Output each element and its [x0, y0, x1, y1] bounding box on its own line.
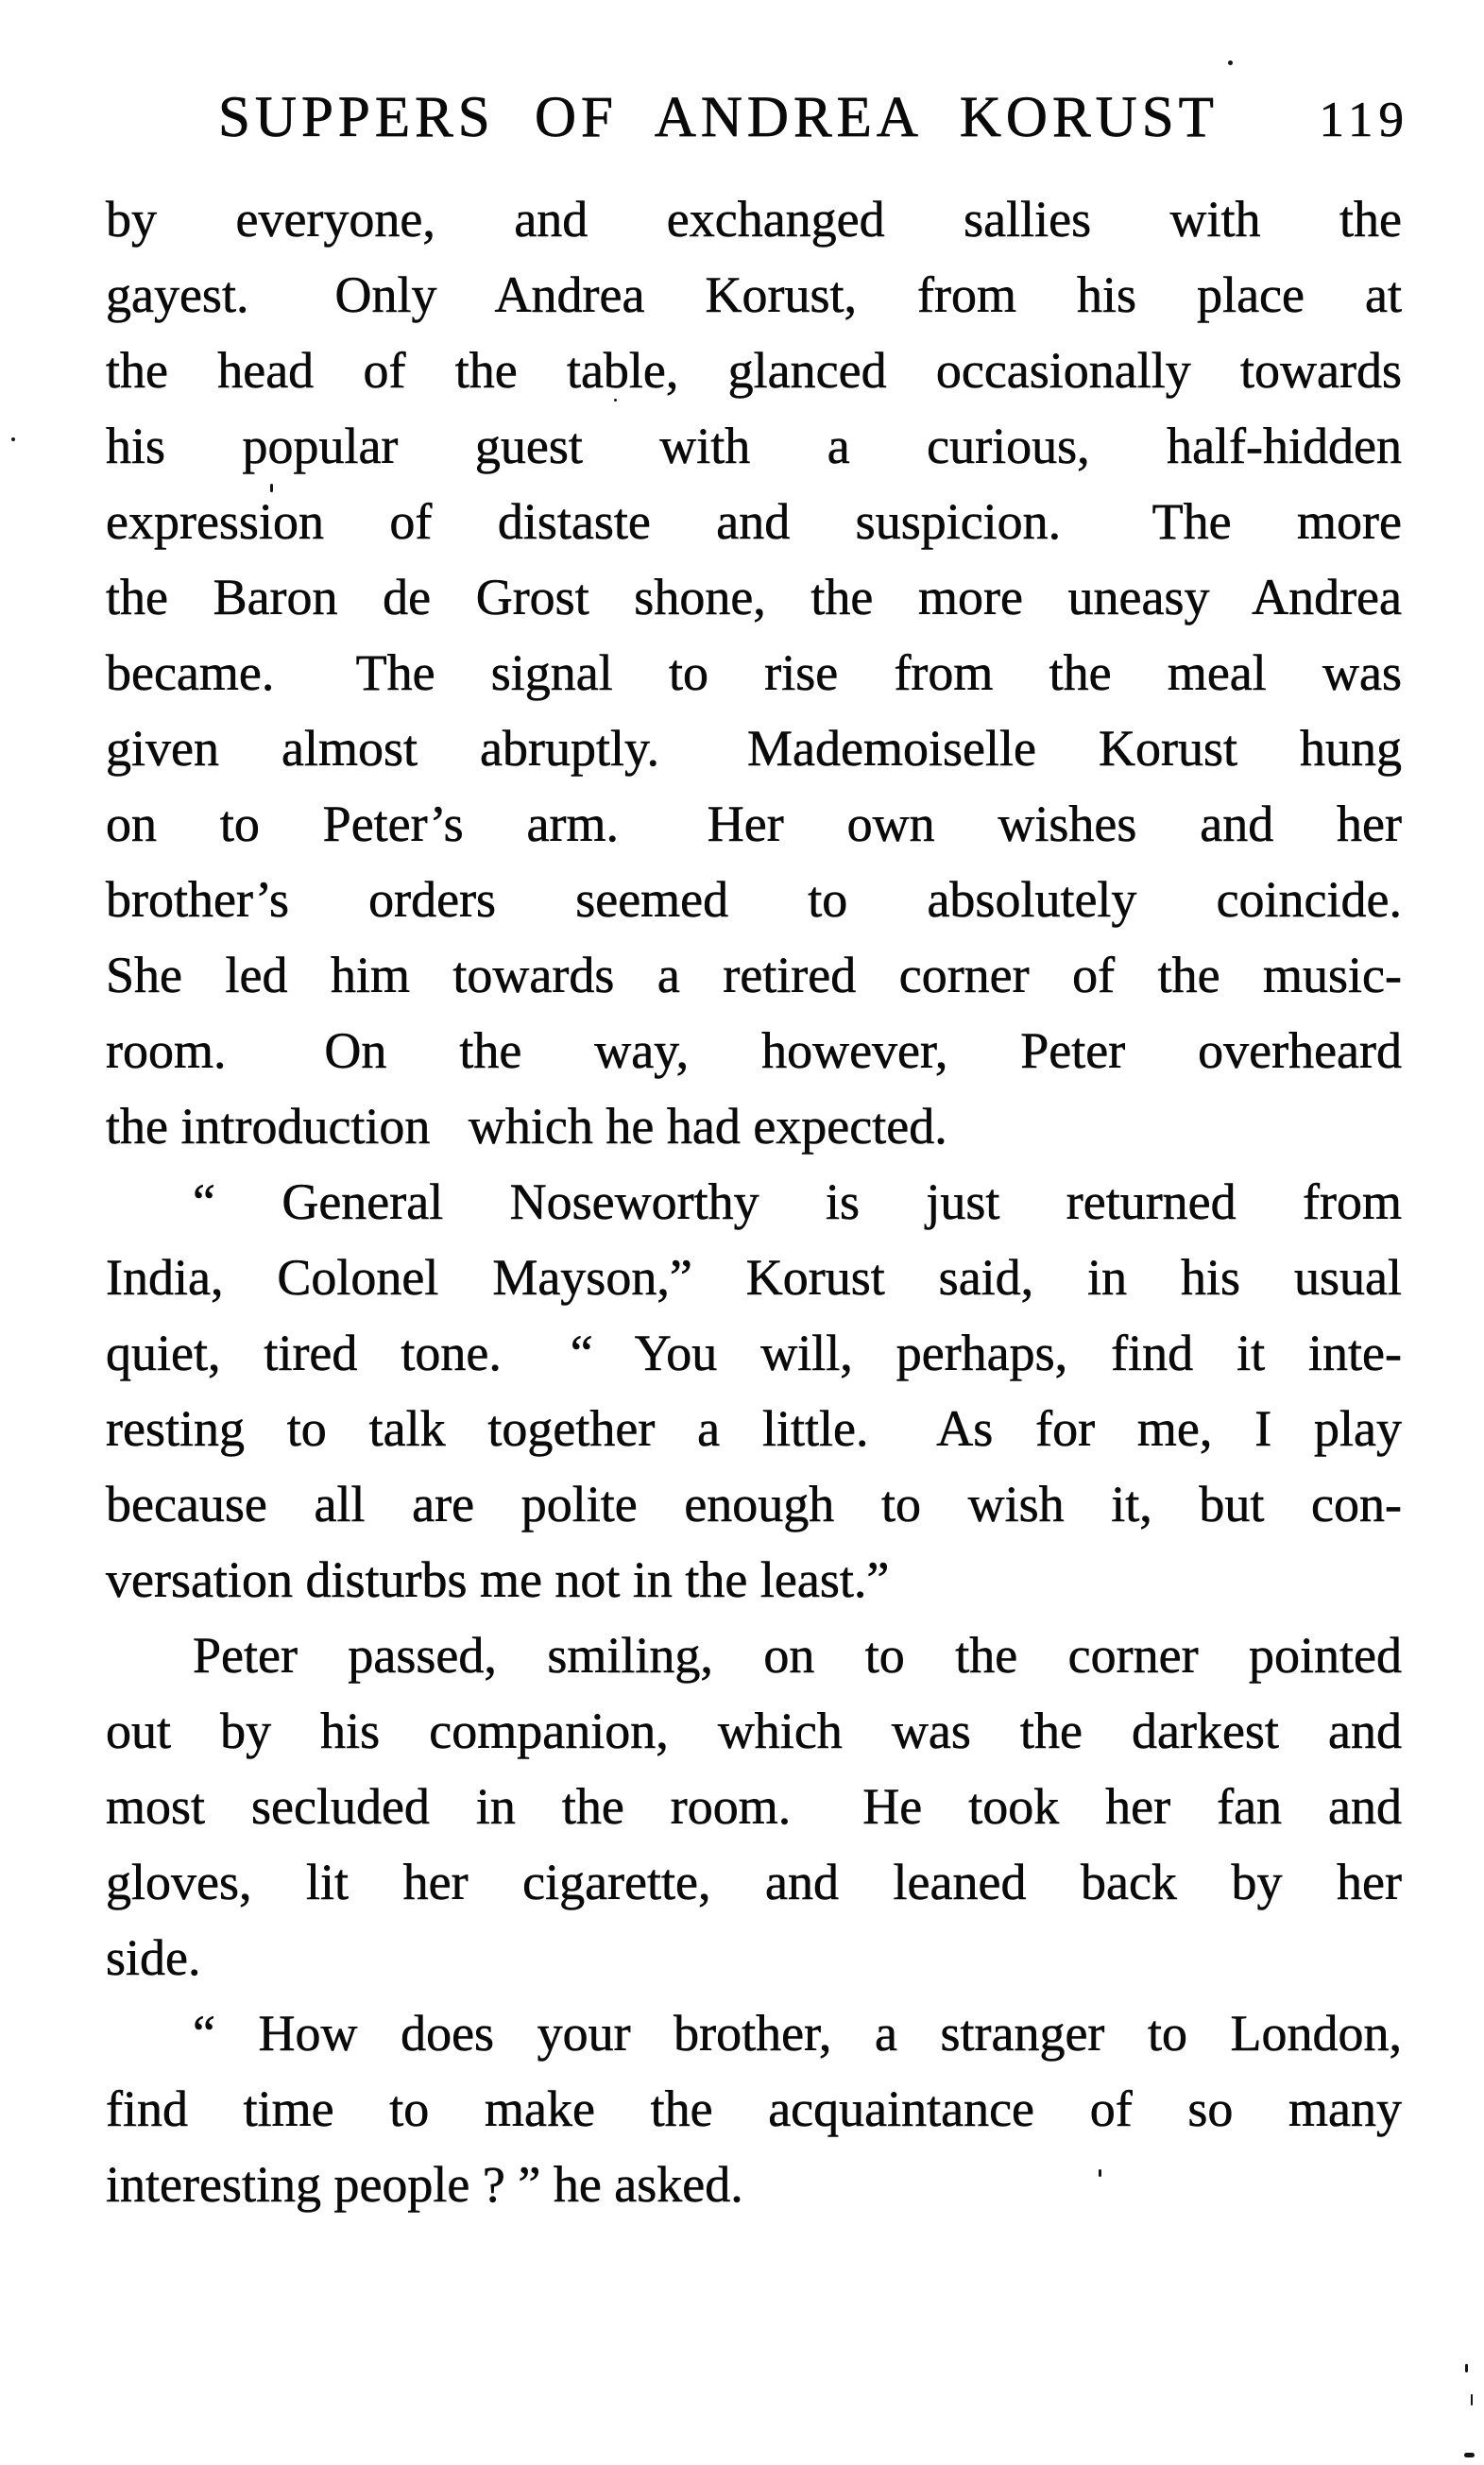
text-line: brother’s orders seemed to absolutely coincide.: [106, 871, 1402, 928]
text-line: “ How does your brother, a stranger to London,: [193, 2005, 1402, 2062]
scan-speck: [614, 399, 617, 402]
text-line: room. On the way, however, Peter overheard: [106, 1022, 1402, 1079]
text-line: out by his companion, which was the darkest and: [106, 1703, 1402, 1759]
text-line: because all are polite enough to wish it, but con-: [106, 1476, 1402, 1532]
scan-speck: [11, 437, 15, 441]
text-line: India, Colonel Mayson,” Korust said, in his usual: [106, 1249, 1402, 1306]
running-head: [218, 86, 1409, 149]
text-line: interesting people ? ” he asked.: [106, 2156, 743, 2213]
text-line: resting to talk together a little. As for me, I play: [106, 1400, 1402, 1457]
text-line: versation disturbs me not in the least.”: [106, 1551, 890, 1608]
text-line: gayest. Only Andrea Korust, from his place at: [106, 266, 1402, 323]
text-line: on to Peter’s arm. Her own wishes and her: [106, 796, 1402, 852]
page-number: 119: [1319, 93, 1409, 147]
scan-speck: [1471, 2394, 1473, 2405]
scan-speck: [270, 484, 273, 492]
text-line: gloves, lit her cigarette, and leaned back by her: [106, 1854, 1402, 1910]
paragraph: [106, 1164, 1402, 1618]
text-line: find time to make the acquaintance of so many: [106, 2080, 1402, 2137]
scan-speck: [1228, 60, 1233, 65]
paragraph: [106, 1995, 1402, 2222]
text-line: became. The signal to rise from the meal was: [106, 644, 1402, 701]
text-line: the Baron de Grost shone, the more uneasy Andrea: [106, 569, 1402, 625]
text-line: quiet, tired tone. “ You will, perhaps, find it inte-: [106, 1325, 1402, 1381]
text-line: Peter passed, smiling, on to the corner pointed: [193, 1627, 1402, 1684]
scan-speck: [1465, 2364, 1468, 2372]
running-head-title: SUPPERS OF ANDREA KORUST: [218, 86, 1219, 149]
text-line: side.: [106, 1929, 201, 1986]
text-line: expression of distaste and suspicion. The more: [106, 493, 1402, 550]
body-text: [106, 181, 1402, 2222]
text-line: most secluded in the room. He took her fan and: [106, 1778, 1402, 1835]
text-line: the introduction which he had expected.: [106, 1098, 947, 1155]
paragraph: [106, 181, 1402, 1164]
paragraph: [106, 1618, 1402, 1995]
text-line: his popular guest with a curious, half-hidden: [106, 418, 1402, 474]
scan-speck: [1099, 2169, 1101, 2177]
text-line: given almost abruptly. Mademoiselle Korust hung: [106, 720, 1402, 777]
text-line: “ General Noseworthy is just returned from: [193, 1173, 1402, 1230]
scan-speck: [1464, 2453, 1475, 2457]
text-line: by everyone, and exchanged sallies with the: [106, 191, 1402, 248]
text-line: She led him towards a retired corner of the music-: [106, 947, 1402, 1003]
text-line: the head of the table, glanced occasionally towards: [106, 342, 1402, 399]
